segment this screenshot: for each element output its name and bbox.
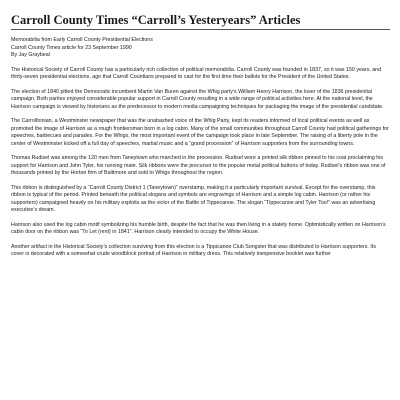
page-title: Carroll County Times “Carroll’s Yesteryears” Articles xyxy=(11,13,390,30)
body-paragraph: The Carrolltonian, a Westminster newspaper that was the unabashed voice of the Whig Party, kept its readers informed of local political events as well as promoted the image of Harrison as a rough frontiersman born in a log cabin. Many of the small communities throughout Carroll County had political gatherings for speeches, barbecues and parades. For the Whigs, the most important event of the campaign took place in late September. The raising of a liberty pole in the center of Westminster kicked off a full day of speeches, martial music and a “grand procession” of Harrison supporters from the surrounding towns. xyxy=(11,118,389,147)
body-paragraph: Thomas Rudisel was among the 120 men from Taneytown who marched in the procession. Rudisel wore a printed silk ribbon pinned to his coat proclaiming his support for Harrison and John Tyler, his running mate. Silk ribbons were the precursor to the popular metal political buttons of today. Rudisel’s ribbon was one of thousands printed by the Horton firm of Baltimore and sold to Whigs throughout the region. xyxy=(11,155,386,176)
article-source: Carroll County Times article for 23 September 1990 xyxy=(11,44,132,51)
article-byline: By Jay Graybeal xyxy=(11,52,50,58)
body-paragraph: Another artifact in the Historical Society’s collection surviving from this election is a Tippicanoe Club Songster that was distributed to Harrison supporters. Its cover is decorated with a somewhat crude woodblock portrait of Harrison in military dress. This relatively inexpensive booklet was further xyxy=(11,243,376,257)
body-paragraph: This ribbon is distinguished by a “Carroll County District 1 (Taneytown)” overstamp, making it a particularly important survival. Except for the overstamp, this ribbon is typical of the period. Printed beneath the political slogans and symbols are engravings of Harrison and a simple log cabin. Harrison (or rather his supporters) campaigned heavily on his military exploits as the victor of the Battle of Tippecanoe. The slogan “Tippecanoe and Tyler Too!” was an advertising executive’s dream. xyxy=(11,184,376,213)
body-paragraph: The election of 1840 pitted the Democratic incumbent Martin Van Buren against the Whig party’s William Henry Harrison, the loser of the 1836 presidential campaign. Both parties enjoyed considerable popular support in Carroll County resulting in a wide range of political activities here. At the national level, the Harrison campaign is viewed by historians as the predecessor to modern media campaigning techniques for packaging the image of the presidential candidate. xyxy=(11,88,384,110)
body-paragraph: Harrison also used the log cabin motif symbolizing his humble birth, despite the fact that he was then living in a stately home. Optimistically written on Harrison’s cabin door on the ribbon was “To Let (rent) in 1841”. Harrison clearly intended to occupy the White House. xyxy=(11,221,386,235)
article-subject: Memorabilia from Early Carroll County Presidential Elections xyxy=(11,37,153,43)
body-paragraph: The Historical Society of Carroll County has a particularly rich collection of political memorabilia. Carroll County was founded in 1837, so it was 150 years, and thirty-seven presidential elections, ago that Carroll Countians prepared to cast for the first time their ballots for the President of the United States. xyxy=(11,66,382,80)
article-meta xyxy=(11,37,390,60)
